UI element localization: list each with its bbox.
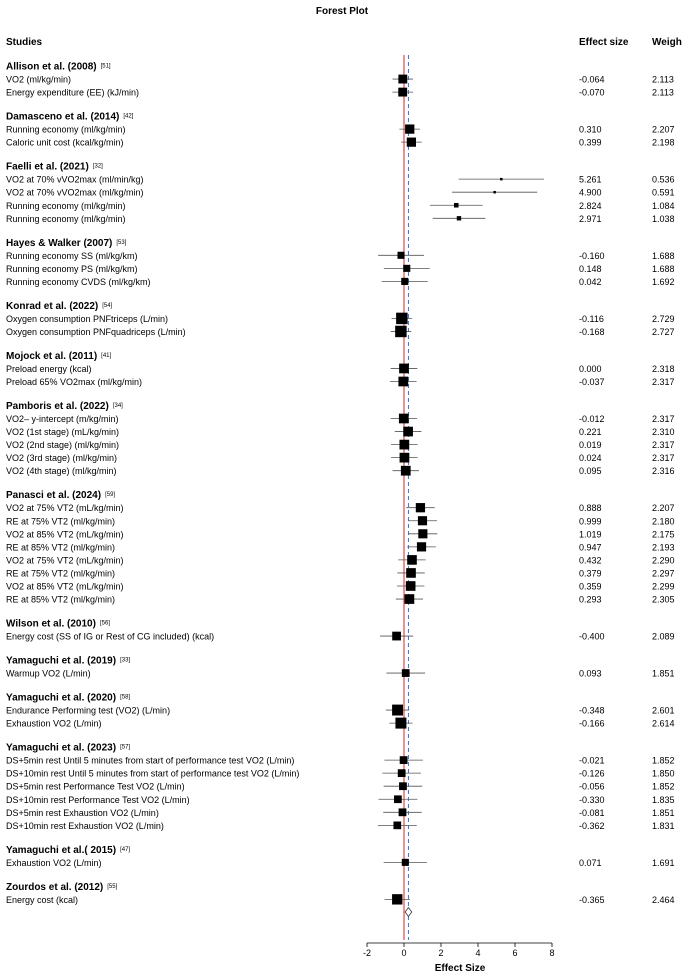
- study-reference: [55]: [107, 883, 118, 890]
- weight-value: 1.692: [652, 276, 675, 287]
- table-row: [6, 795, 675, 805]
- outcome-label: VO2 at 85% VT2 (mL/kg/min): [6, 529, 124, 540]
- study-group: [6, 743, 675, 831]
- weight-value: 2.316: [652, 466, 675, 477]
- outcome-label: VO2 (2nd stage) (ml/kg/min): [6, 440, 120, 451]
- table-row: [6, 251, 675, 261]
- effect-marker: [493, 191, 496, 194]
- study-reference: [56]: [99, 620, 110, 627]
- effect-size-value: 0.947: [579, 542, 602, 553]
- study-group: [6, 882, 675, 905]
- weight-value: 1.691: [652, 857, 675, 868]
- study-group: [6, 656, 675, 679]
- effect-marker: [399, 414, 409, 424]
- effect-marker: [403, 427, 413, 437]
- effect-size-value: 0.359: [579, 581, 602, 592]
- table-row: [6, 555, 675, 565]
- effect-size-value: 2.971: [579, 213, 602, 224]
- effect-marker: [418, 516, 427, 525]
- weight-value: 2.464: [652, 894, 675, 905]
- effect-marker: [407, 138, 416, 147]
- table-row: [6, 581, 675, 591]
- study-reference: [54]: [102, 302, 113, 309]
- table-row: [6, 264, 675, 274]
- effect-size-value: -0.400: [579, 631, 605, 642]
- outcome-label: Caloric unit cost (kcal/kg/min): [6, 137, 124, 148]
- outcome-label: Exhaustion VO2 (L/min): [6, 718, 102, 729]
- study-name: Damasceno et al. (2014) [42]: [6, 111, 134, 123]
- effect-marker: [402, 669, 410, 677]
- table-row: [6, 858, 675, 868]
- effect-size-value: 0.999: [579, 516, 602, 527]
- effect-marker: [398, 769, 406, 777]
- effect-size-value: 5.261: [579, 174, 602, 185]
- effect-marker: [392, 632, 401, 641]
- x-axis-label: Effect Size: [434, 963, 486, 974]
- outcome-label: VO2 (1st stage) (mL/kg/min): [6, 427, 120, 438]
- effect-size-value: 0.095: [579, 466, 602, 477]
- effect-marker: [392, 894, 402, 904]
- outcome-label: Preload energy (kcal): [6, 363, 92, 374]
- outcome-label: VO2 at 85% VT2 (mL/kg/min): [6, 581, 124, 592]
- weight-value: 1.038: [652, 213, 675, 224]
- study-group: [6, 238, 675, 287]
- outcome-label: Running economy (ml/kg/min): [6, 124, 126, 135]
- weight-value: 2.727: [652, 326, 675, 337]
- effect-size-value: -0.126: [579, 768, 605, 779]
- effect-marker: [395, 326, 406, 337]
- effect-marker: [398, 88, 407, 97]
- effect-size-value: -0.116: [579, 313, 604, 324]
- effect-marker: [416, 503, 425, 512]
- study-reference: [41]: [101, 352, 112, 359]
- outcome-label: Energy cost (SS of IG or Rest of CG included) (kcal): [6, 631, 215, 642]
- effect-marker: [500, 178, 503, 181]
- weight-value: 1.084: [652, 200, 675, 211]
- effect-marker: [454, 203, 459, 208]
- table-row: [6, 138, 675, 148]
- effect-marker: [398, 377, 408, 387]
- weight-value: 2.207: [652, 503, 675, 514]
- table-row: [6, 769, 675, 779]
- table-row: [6, 124, 675, 134]
- effect-size-value: 4.900: [579, 187, 602, 198]
- effect-size-value: -0.330: [579, 794, 605, 805]
- effect-size-value: -0.012: [579, 414, 605, 424]
- effect-marker: [399, 440, 409, 450]
- study-name: Yamaguchi et al. (2020) [58]: [6, 692, 131, 704]
- weight-value: 2.305: [652, 594, 675, 605]
- study-name: Yamaguchi et al. (2023) [57]: [6, 742, 131, 754]
- effect-marker: [407, 555, 417, 565]
- study-group: [6, 619, 675, 642]
- outcome-label: Preload 65% VO2max (ml/kg/min): [6, 377, 143, 387]
- effect-marker: [393, 822, 401, 830]
- effect-marker: [405, 594, 415, 604]
- table-row: [6, 440, 675, 450]
- chart-title: Forest Plot: [315, 6, 369, 17]
- effect-size-value: -0.362: [579, 820, 605, 831]
- effect-size-value: -0.160: [579, 250, 605, 261]
- study-reference: [57]: [120, 744, 131, 751]
- study-name: Panasci et al. (2024) [59]: [6, 490, 116, 502]
- table-row: [6, 453, 675, 463]
- effect-size-column-header: Effect size: [579, 37, 629, 48]
- study-name: Yamaguchi et al. (2019) [33]: [6, 655, 131, 667]
- study-reference: [34]: [112, 402, 123, 409]
- study-group: [6, 490, 675, 604]
- table-row: [6, 669, 675, 679]
- effect-marker: [400, 453, 410, 463]
- study-name: Faelli et al. (2021) [32]: [6, 161, 103, 173]
- outcome-label: VO2 (ml/kg/min): [6, 74, 72, 85]
- study-name: Konrad et al. (2022) [54]: [6, 300, 113, 312]
- effect-marker: [394, 795, 402, 803]
- effect-size-value: 0.379: [579, 568, 602, 579]
- study-name: Yamaguchi et al.( 2015) [47]: [6, 844, 131, 856]
- x-tick-label: 2: [438, 948, 444, 958]
- study-group: [6, 112, 675, 148]
- effect-size-value: 0.399: [579, 137, 602, 148]
- outcome-label: Running economy PS (ml/kg/km): [6, 263, 138, 274]
- outcome-label: VO2 at 75% VT2 (mL/kg/min): [6, 503, 124, 514]
- effect-marker: [399, 364, 409, 374]
- table-row: [6, 175, 675, 185]
- effect-marker: [401, 466, 411, 476]
- effect-size-value: -0.081: [579, 807, 605, 818]
- weight-value: 2.198: [652, 137, 675, 148]
- effect-marker: [418, 529, 427, 538]
- weight-value: 1.688: [652, 250, 675, 261]
- outcome-label: Running economy CVDS (ml/kg/km): [6, 276, 151, 287]
- outcome-label: Endurance Performing test (VO2) (L/min): [6, 705, 171, 716]
- weight-value: 1.831: [652, 820, 675, 831]
- effect-marker: [392, 705, 403, 716]
- outcome-label: RE at 85% VT2 (ml/kg/min): [6, 542, 116, 553]
- effect-marker: [396, 313, 407, 324]
- effect-size-value: 0.221: [579, 427, 602, 438]
- x-tick-label: -2: [362, 948, 372, 958]
- study-name: Pamboris et al. (2022) [34]: [6, 400, 123, 412]
- weight-value: 2.310: [652, 427, 675, 438]
- table-row: [6, 503, 675, 513]
- outcome-label: RE at 75% VT2 (ml/kg/min): [6, 516, 116, 527]
- study-group: [6, 351, 675, 387]
- outcome-label: Oxygen consumption PNFtriceps (L/min): [6, 313, 169, 324]
- pooled-estimate-diamond: [405, 908, 412, 917]
- outcome-label: DS+10min rest Exhaustion VO2 (L/min): [6, 820, 164, 831]
- outcome-label: Warmup VO2 (L/min): [6, 668, 91, 679]
- study-name: Zourdos et al. (2012) [55]: [6, 881, 118, 893]
- weight-value: 2.729: [652, 313, 675, 324]
- effect-marker: [406, 581, 416, 591]
- weight-value: 1.851: [652, 807, 675, 818]
- weight-value: 2.318: [652, 363, 675, 374]
- study-rows: [6, 62, 675, 905]
- table-row: [6, 214, 675, 224]
- study-reference: [59]: [105, 492, 116, 499]
- weight-value: 2.317: [652, 414, 675, 424]
- weight-value: 0.591: [652, 187, 675, 198]
- effect-marker: [400, 756, 408, 764]
- outcome-label: Running economy SS (ml/kg/km): [6, 250, 138, 261]
- table-row: [6, 188, 675, 198]
- weight-value: 1.851: [652, 668, 675, 679]
- weight-value: 2.614: [652, 718, 675, 729]
- effect-size-value: 2.824: [579, 200, 602, 211]
- effect-marker: [403, 265, 410, 272]
- weight-value: 2.180: [652, 516, 675, 527]
- effect-size-value: -0.168: [579, 326, 605, 337]
- outcome-label: DS+5min rest Until 5 minutes from start of performance test VO2 (L/min): [6, 755, 295, 766]
- effect-size-value: -0.056: [579, 781, 605, 792]
- weight-value: 1.850: [652, 768, 675, 779]
- table-row: [6, 782, 675, 792]
- outcome-label: Exhaustion VO2 (L/min): [6, 857, 102, 868]
- weight-value: 1.852: [652, 755, 675, 766]
- table-row: [6, 568, 675, 578]
- weight-value: 2.113: [652, 87, 674, 98]
- table-row: [6, 756, 675, 766]
- outcome-label: Energy expenditure (EE) (kJ/min): [6, 87, 140, 98]
- effect-size-value: 0.310: [579, 124, 602, 135]
- table-row: [6, 326, 675, 337]
- outcome-label: Running economy (ml/kg/min): [6, 200, 126, 211]
- table-row: [6, 808, 675, 818]
- study-group: [6, 62, 674, 98]
- effect-marker: [405, 124, 414, 133]
- table-row: [6, 277, 675, 287]
- outcome-label: VO2 at 75% VT2 (mL/kg/min): [6, 555, 124, 566]
- study-reference: [33]: [120, 657, 131, 664]
- study-reference: [42]: [123, 113, 134, 120]
- weight-value: 1.852: [652, 781, 675, 792]
- effect-marker: [457, 216, 461, 220]
- effect-size-value: 1.019: [579, 529, 602, 540]
- weight-value: 2.601: [652, 705, 675, 716]
- effect-marker: [395, 718, 406, 729]
- effect-marker: [398, 75, 407, 84]
- x-tick-label: 4: [475, 948, 481, 958]
- x-tick-label: 6: [512, 948, 518, 958]
- outcome-label: VO2 (3rd stage) (ml/kg/min): [6, 453, 118, 464]
- effect-marker: [399, 808, 407, 816]
- weight-value: 0.536: [652, 174, 675, 185]
- weight-value: 2.193: [652, 542, 675, 553]
- effect-size-value: 0.293: [579, 594, 602, 605]
- effect-size-value: 0.071: [579, 857, 602, 868]
- table-row: [6, 466, 675, 476]
- weight-column-header: Weigh: [652, 37, 682, 48]
- effect-marker: [406, 568, 416, 578]
- weight-value: 2.089: [652, 631, 675, 642]
- studies-column-header: Studies: [6, 37, 43, 48]
- outcome-label: Oxygen consumption PNFquadriceps (L/min): [6, 326, 186, 337]
- study-reference: [32]: [92, 163, 103, 170]
- table-row: [6, 75, 674, 85]
- effect-marker: [399, 782, 407, 790]
- effect-size-value: -0.021: [579, 755, 605, 766]
- weight-value: 2.299: [652, 581, 675, 592]
- effect-size-value: 0.042: [579, 276, 602, 287]
- weight-value: 2.175: [652, 529, 675, 540]
- study-name: Allison et al. (2008) [51]: [6, 61, 111, 73]
- study-name: Wilson et al. (2010) [56]: [6, 618, 110, 630]
- weight-value: 2.297: [652, 568, 675, 579]
- effect-size-value: 0.024: [579, 453, 602, 464]
- study-group: [6, 693, 675, 729]
- table-row: [6, 516, 675, 526]
- table-row: [6, 313, 675, 324]
- x-axis-ticks: [363, 943, 555, 958]
- outcome-label: RE at 75% VT2 (ml/kg/min): [6, 568, 116, 579]
- table-row: [6, 529, 675, 539]
- outcome-label: RE at 85% VT2 (ml/kg/min): [6, 594, 116, 605]
- table-row: [6, 705, 675, 716]
- effect-size-value: -0.348: [579, 705, 605, 716]
- effect-size-value: 0.000: [579, 363, 602, 374]
- effect-marker: [417, 542, 426, 551]
- effect-size-value: 0.019: [579, 440, 602, 451]
- weight-value: 2.317: [652, 453, 675, 464]
- table-row: [6, 821, 675, 831]
- table-row: [6, 632, 675, 642]
- table-row: [6, 364, 675, 374]
- effect-size-value: 0.888: [579, 503, 602, 514]
- table-row: [6, 201, 675, 211]
- weight-value: 2.317: [652, 377, 675, 387]
- effect-size-value: -0.064: [579, 74, 605, 85]
- study-reference: [47]: [120, 846, 131, 853]
- study-name: Hayes & Walker (2007) [53]: [6, 237, 127, 249]
- table-row: [6, 377, 675, 387]
- effect-size-value: -0.166: [579, 718, 605, 729]
- table-row: [6, 414, 675, 424]
- weight-value: 2.317: [652, 440, 675, 451]
- effect-size-value: -0.070: [579, 87, 605, 98]
- study-reference: [51]: [100, 63, 111, 70]
- study-group: [6, 301, 675, 337]
- study-group: [6, 401, 675, 476]
- effect-size-value: -0.365: [579, 894, 605, 905]
- table-row: [6, 427, 675, 437]
- outcome-label: DS+5min rest Performance Test VO2 (L/min): [6, 781, 185, 792]
- table-row: [6, 88, 674, 98]
- table-row: [6, 542, 675, 552]
- outcome-label: VO2– y-intercept (m/kg/min): [6, 414, 119, 424]
- study-reference: [53]: [116, 239, 127, 246]
- effect-size-value: 0.148: [579, 263, 602, 274]
- effect-size-value: -0.037: [579, 377, 605, 387]
- weight-value: 2.113: [652, 74, 674, 85]
- outcome-label: DS+5min rest Exhaustion VO2 (L/min): [6, 807, 159, 818]
- x-tick-label: 8: [549, 948, 555, 958]
- table-row: [6, 718, 675, 729]
- study-name: Mojock et al. (2011) [41]: [6, 350, 112, 362]
- weight-value: 2.290: [652, 555, 675, 566]
- effect-size-value: 0.093: [579, 668, 602, 679]
- outcome-label: DS+10min rest Until 5 minutes from start of performance test VO2 (L/min): [6, 768, 300, 779]
- outcome-label: Running economy (ml/kg/min): [6, 213, 126, 224]
- table-row: [6, 594, 675, 604]
- weight-value: 2.207: [652, 124, 675, 135]
- outcome-label: VO2 at 70% vVO2max (ml/min/kg): [6, 174, 144, 185]
- table-row: [6, 894, 675, 905]
- effect-marker: [401, 278, 408, 285]
- study-group: [6, 162, 675, 224]
- study-group: [6, 845, 675, 868]
- outcome-label: DS+10min rest Performance Test VO2 (L/min): [6, 794, 190, 805]
- outcome-label: VO2 at 70% vVO2max (ml/kg/min): [6, 187, 144, 198]
- effect-size-value: 0.432: [579, 555, 602, 566]
- x-tick-label: 0: [401, 948, 407, 958]
- study-reference: [58]: [120, 694, 131, 701]
- effect-marker: [402, 859, 409, 866]
- outcome-label: Energy cost (kcal): [6, 894, 79, 905]
- weight-value: 1.835: [652, 794, 675, 805]
- effect-marker: [397, 252, 404, 259]
- weight-value: 1.688: [652, 263, 675, 274]
- outcome-label: VO2 (4th stage) (ml/kg/min): [6, 466, 117, 477]
